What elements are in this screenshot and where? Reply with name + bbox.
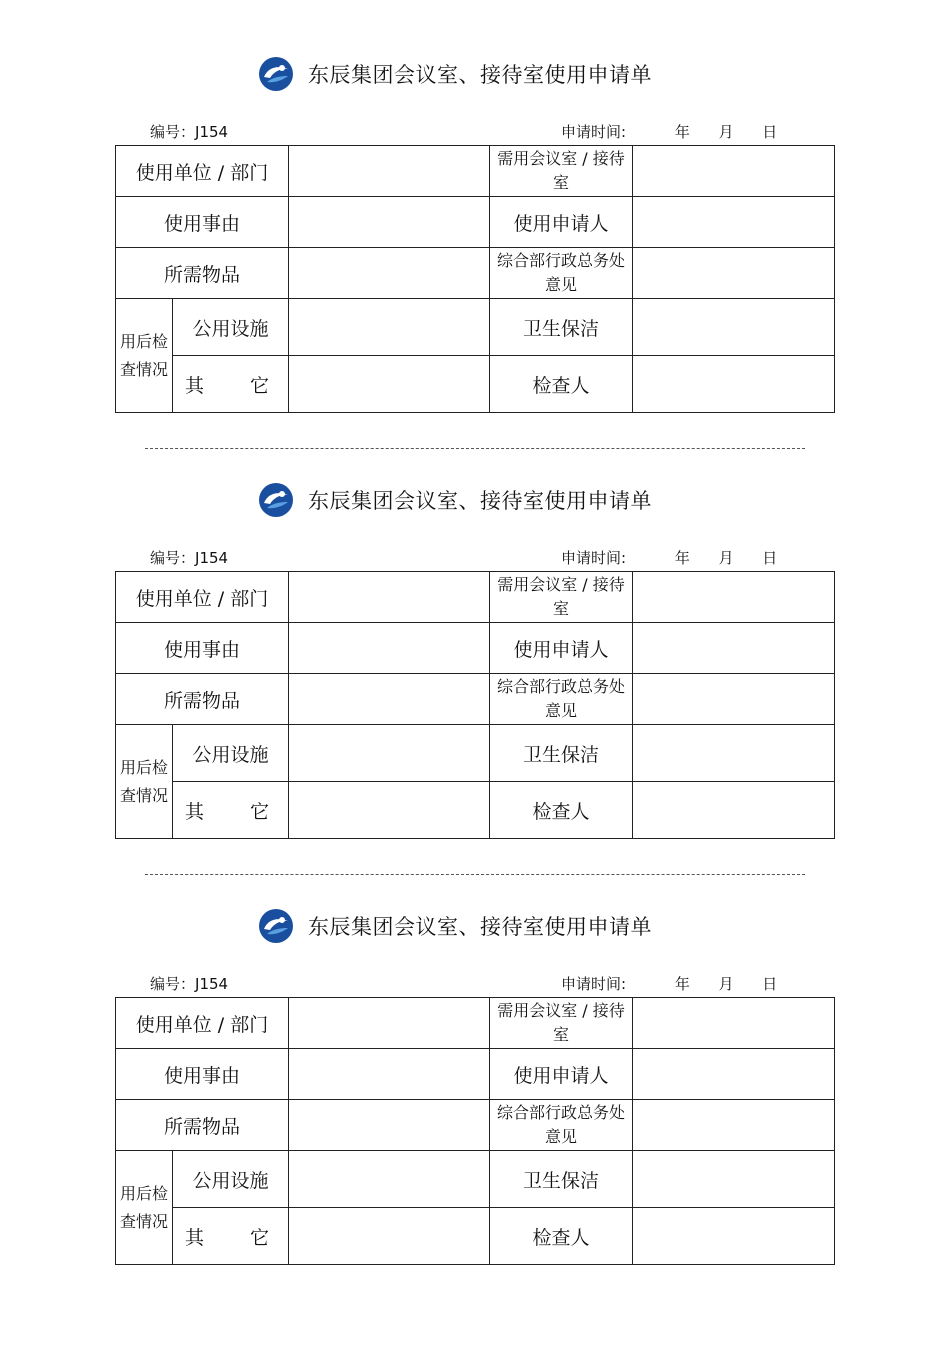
other-value-cell[interactable] — [289, 782, 490, 839]
reason-label: 使用事由 — [116, 623, 289, 674]
applicant-value-cell[interactable] — [633, 197, 835, 248]
application-form-1 — [0, 0, 950, 400]
form-number: 编号：J154 — [150, 975, 229, 993]
unit-label: 使用单位 / 部门 — [116, 572, 289, 623]
other-value-cell[interactable] — [289, 356, 490, 413]
application-table — [115, 571, 835, 839]
inspector-label: 检查人 — [490, 1208, 633, 1265]
reason-label: 使用事由 — [116, 197, 289, 248]
inspector-value-cell[interactable] — [633, 1208, 835, 1265]
admin-opinion-label: 综合部行政总务处意见 — [490, 248, 633, 299]
unit-value-cell[interactable] — [289, 572, 490, 623]
public-facilities-label: 公用设施 — [173, 1151, 289, 1208]
items-label: 所需物品 — [116, 248, 289, 299]
other-label: 其 它 — [173, 782, 289, 839]
unit-label: 使用单位 / 部门 — [116, 146, 289, 197]
reason-value-cell[interactable] — [289, 623, 490, 674]
admin-opinion-value-cell[interactable] — [633, 248, 835, 299]
applicant-label: 使用申请人 — [490, 1049, 633, 1100]
room-label: 需用会议室 / 接待室 — [490, 572, 633, 623]
items-value-cell[interactable] — [289, 1100, 490, 1151]
form-number: 编号：J154 — [150, 549, 229, 567]
admin-opinion-value-cell[interactable] — [633, 674, 835, 725]
room-label: 需用会议室 / 接待室 — [490, 146, 633, 197]
inspector-value-cell[interactable] — [633, 782, 835, 839]
hygiene-value-cell[interactable] — [633, 299, 835, 356]
items-label: 所需物品 — [116, 1100, 289, 1151]
inspector-label: 检查人 — [490, 356, 633, 413]
admin-opinion-label: 综合部行政总务处意见 — [490, 1100, 633, 1151]
application-table — [115, 997, 835, 1265]
application-date: 申请时间: 年 月 日 — [561, 123, 778, 141]
hygiene-value-cell[interactable] — [633, 1151, 835, 1208]
public-facilities-label: 公用设施 — [173, 299, 289, 356]
room-value-cell[interactable] — [633, 572, 835, 623]
application-date: 申请时间: 年 月 日 — [561, 975, 778, 993]
room-value-cell[interactable] — [633, 146, 835, 197]
reason-label: 使用事由 — [116, 1049, 289, 1100]
company-logo-icon — [258, 482, 294, 518]
room-value-cell[interactable] — [633, 998, 835, 1049]
form-title: 东辰集团会议室、接待室使用申请单 — [308, 489, 652, 513]
public-facilities-value-cell[interactable] — [289, 1151, 490, 1208]
room-label: 需用会议室 / 接待室 — [490, 998, 633, 1049]
public-facilities-value-cell[interactable] — [289, 299, 490, 356]
application-form-3 — [0, 852, 950, 1252]
other-label: 其 它 — [173, 356, 289, 413]
form-title: 东辰集团会议室、接待室使用申请单 — [308, 63, 652, 87]
inspector-label: 检查人 — [490, 782, 633, 839]
check-group-label: 用后检查情况 — [116, 1151, 173, 1265]
items-value-cell[interactable] — [289, 248, 490, 299]
check-group-label: 用后检查情况 — [116, 299, 173, 413]
items-value-cell[interactable] — [289, 674, 490, 725]
unit-label: 使用单位 / 部门 — [116, 998, 289, 1049]
application-form-2 — [0, 426, 950, 826]
company-logo-icon — [258, 56, 294, 92]
reason-value-cell[interactable] — [289, 197, 490, 248]
applicant-label: 使用申请人 — [490, 623, 633, 674]
applicant-label: 使用申请人 — [490, 197, 633, 248]
unit-value-cell[interactable] — [289, 146, 490, 197]
application-table — [115, 145, 835, 413]
items-label: 所需物品 — [116, 674, 289, 725]
hygiene-label: 卫生保洁 — [490, 1151, 633, 1208]
admin-opinion-value-cell[interactable] — [633, 1100, 835, 1151]
admin-opinion-label: 综合部行政总务处意见 — [490, 674, 633, 725]
public-facilities-value-cell[interactable] — [289, 725, 490, 782]
applicant-value-cell[interactable] — [633, 1049, 835, 1100]
unit-value-cell[interactable] — [289, 998, 490, 1049]
company-logo-icon — [258, 908, 294, 944]
other-label: 其 它 — [173, 1208, 289, 1265]
form-title: 东辰集团会议室、接待室使用申请单 — [308, 915, 652, 939]
hygiene-label: 卫生保洁 — [490, 725, 633, 782]
applicant-value-cell[interactable] — [633, 623, 835, 674]
inspector-value-cell[interactable] — [633, 356, 835, 413]
hygiene-value-cell[interactable] — [633, 725, 835, 782]
application-date: 申请时间: 年 月 日 — [561, 549, 778, 567]
form-number: 编号：J154 — [150, 123, 229, 141]
hygiene-label: 卫生保洁 — [490, 299, 633, 356]
other-value-cell[interactable] — [289, 1208, 490, 1265]
form-header — [258, 55, 652, 93]
form-header — [258, 907, 652, 945]
check-group-label: 用后检查情况 — [116, 725, 173, 839]
public-facilities-label: 公用设施 — [173, 725, 289, 782]
reason-value-cell[interactable] — [289, 1049, 490, 1100]
form-header — [258, 481, 652, 519]
